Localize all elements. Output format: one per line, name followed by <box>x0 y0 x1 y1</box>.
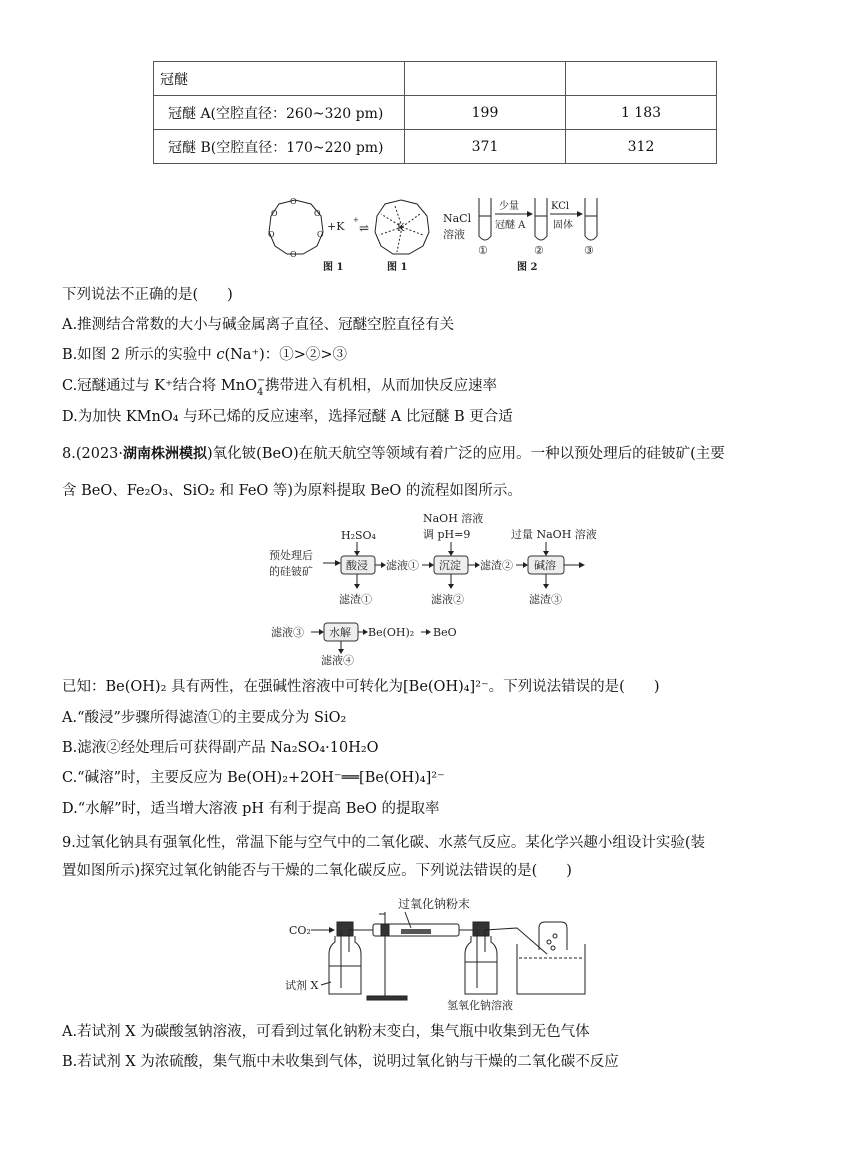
apparatus-label: CO₂ <box>289 924 311 937</box>
flow-label: Be(OH)₂ <box>368 626 415 639</box>
table-cell <box>405 62 566 96</box>
tube-label: ① <box>478 244 488 257</box>
water-trough-icon <box>517 922 585 994</box>
flow-label: 滤渣③ <box>529 593 562 606</box>
question-number: 8.(2023· <box>62 446 124 462</box>
table-cell: 1 183 <box>566 96 717 130</box>
question-stem: 下列说法不正确的是( ) <box>62 287 233 303</box>
step-label: 少量 <box>499 201 519 212</box>
test-tube-icon <box>585 198 597 240</box>
option-c: C.冠醚通过与 K⁺结合将 MnO − 4 携带进入有机相，从而加快反应速率 <box>62 375 497 398</box>
arrow-head-icon <box>426 629 431 635</box>
option-text: (Na⁺)：①>②>③ <box>224 347 348 363</box>
table-cell: 199 <box>405 96 566 130</box>
k-ion-label: +K <box>327 220 345 233</box>
crown-ether-figures <box>265 192 605 274</box>
gas-washing-bottle-icon <box>329 922 361 994</box>
flow-box-label: 水解 <box>329 626 351 639</box>
apparatus-label: 氢氧化钠溶液 <box>447 999 513 1012</box>
apparatus-diagram <box>285 892 590 1012</box>
known-condition: 已知：Be(OH)₂ 具有两性，在强碱性溶液中可转化为[Be(OH)₄]²⁻。下列说法错误的是( ) <box>62 679 660 695</box>
question-stem <box>62 444 725 464</box>
arrow-head-icon <box>329 927 335 933</box>
table-row <box>154 62 717 96</box>
option-b: B.滤液②经处理后可获得副产品 Na₂SO₄·10H₂O <box>62 740 379 756</box>
flow-label: 预处理后 <box>269 549 313 562</box>
flow-box-label: 酸浸 <box>346 559 368 572</box>
question-stem: 含 BeO、Fe₂O₃、SiO₂ 和 FeO 等)为原料提取 BeO 的流程如图所示。 <box>62 483 522 499</box>
equilibrium-arrow-icon: ⇌ <box>359 221 370 235</box>
flow-label: 滤渣② <box>480 559 513 572</box>
question-text: )氧化铍(BeO)在航天航空等领域有着广泛的应用。一种以预处理后的硅铍矿(主要 <box>207 446 725 462</box>
option-d: D.为加快 KMnO₄ 与环己烯的反应速率，选择冠醚 A 比冠醚 B 更合适 <box>62 409 513 425</box>
arrow-head-icon <box>335 560 341 566</box>
oxygen-label: O <box>290 250 297 259</box>
option-text: B.如图 2 所示的实验中 <box>62 347 217 363</box>
table-cell: 371 <box>405 130 566 164</box>
flow-label: 滤液③ <box>271 626 304 639</box>
table-cell: 冠醚 B(空腔直径：170~220 pm) <box>154 130 405 164</box>
table-cell: 312 <box>566 130 717 164</box>
flow-label: 调 pH=9 <box>423 528 471 541</box>
step-label: 冠醚 A <box>495 220 526 231</box>
binding-constant-table <box>153 61 717 164</box>
oxygen-label: O <box>271 209 278 218</box>
tube-label: ③ <box>584 244 594 257</box>
flow-label: 滤液② <box>431 593 464 606</box>
pointer-line <box>405 912 411 928</box>
option-text: c <box>216 347 225 363</box>
apparatus-label: 试剂 X <box>285 979 319 992</box>
arrow-head-icon <box>577 211 583 217</box>
table-row <box>154 130 717 164</box>
flow-label: 的硅铍矿 <box>269 565 313 578</box>
option-text: 携带进入有机相，从而加快反应速率 <box>264 378 497 394</box>
k-center-label: K <box>397 223 405 234</box>
apparatus-label: 过氧化钠粉末 <box>398 897 471 911</box>
flow-label: 过量 NaOH 溶液 <box>511 528 597 541</box>
arrow-head-icon <box>579 562 585 568</box>
test-tube-icon <box>479 198 491 240</box>
figure-caption: 图 1 <box>323 262 344 273</box>
solution-label: 溶液 <box>443 228 465 241</box>
flow-box-label: 沉淀 <box>439 559 461 572</box>
arrow-head-icon <box>319 629 324 635</box>
table-cell <box>566 62 717 96</box>
question-source: 湖南株洲模拟 <box>123 446 208 462</box>
flow-box-label: 碱溶 <box>534 559 556 572</box>
arrow-head-icon <box>543 551 549 556</box>
figure-caption: 图 1 <box>387 262 408 273</box>
arrow-head-icon <box>543 584 549 589</box>
oxygen-label: O <box>268 230 275 239</box>
flow-label: 滤渣① <box>339 593 372 606</box>
option-a: A.推测结合常数的大小与碱金属离子直径、冠醚空腔直径有关 <box>62 317 455 333</box>
arrow-head-icon <box>354 551 360 556</box>
question-stem: 置如图所示)探究过氧化钠能否与干燥的二氧化碳反应。下列说法错误的是( ) <box>62 863 572 879</box>
gas-washing-bottle-icon <box>465 922 497 994</box>
option-a: A.“酸浸”步骤所得滤渣①的主要成分为 SiO₂ <box>62 710 347 726</box>
option-a: A.若试剂 X 为碳酸氢钠溶液，可看到过氧化钠粉末变白，集气瓶中收集到无色气体 <box>62 1024 590 1040</box>
tube-icon <box>485 928 547 954</box>
tube-label: ② <box>534 244 544 257</box>
test-tube-icon <box>535 198 547 240</box>
table-row <box>154 96 717 130</box>
flow-label: 滤液① <box>386 559 419 572</box>
step-label: KCl <box>551 201 570 212</box>
option-c: C.“碱溶”时，主要反应为 Be(OH)₂+2OH⁻══[Be(OH)₄]²⁻ <box>62 770 445 786</box>
svg-text:+: + <box>353 216 359 224</box>
flow-label: NaOH 溶液 <box>423 512 484 525</box>
option-b: B.若试剂 X 为浓硫酸，集气瓶中未收集到气体，说明过氧化钠与干燥的二氧化碳不反应 <box>62 1054 619 1070</box>
nacl-label: NaCl <box>443 212 472 225</box>
option-d: D.“水解”时，适当增大溶液 pH 有利于提高 BeO 的提取率 <box>62 801 440 817</box>
arrow-head-icon <box>448 584 454 589</box>
flow-label: 滤液④ <box>321 654 354 666</box>
oxygen-label: O <box>314 209 321 218</box>
table-cell: 冠醚 <box>154 62 405 96</box>
option-b <box>62 345 347 365</box>
arrow-head-icon <box>527 211 533 217</box>
oxygen-label: O <box>317 230 324 239</box>
arrow-head-icon <box>523 562 528 568</box>
flow-label: H₂SO₄ <box>341 529 376 542</box>
figure-caption: 图 2 <box>517 262 538 273</box>
oxygen-label: O <box>290 197 297 206</box>
table-cell: 冠醚 A(空腔直径：260~320 pm) <box>154 96 405 130</box>
question-stem: 9.过氧化钠具有强氧化性，常温下能与空气中的二氧化碳、水蒸气反应。某化学兴趣小组设计实验(装 <box>62 835 705 851</box>
process-flowchart <box>265 508 605 666</box>
flow-label: BeO <box>433 626 457 639</box>
arrow-head-icon <box>429 562 434 568</box>
step-label: 固体 <box>553 220 573 231</box>
option-text: C.冠醚通过与 K⁺结合将 MnO <box>62 378 257 394</box>
arrow-head-icon <box>354 584 360 589</box>
arrow-head-icon <box>448 551 454 556</box>
